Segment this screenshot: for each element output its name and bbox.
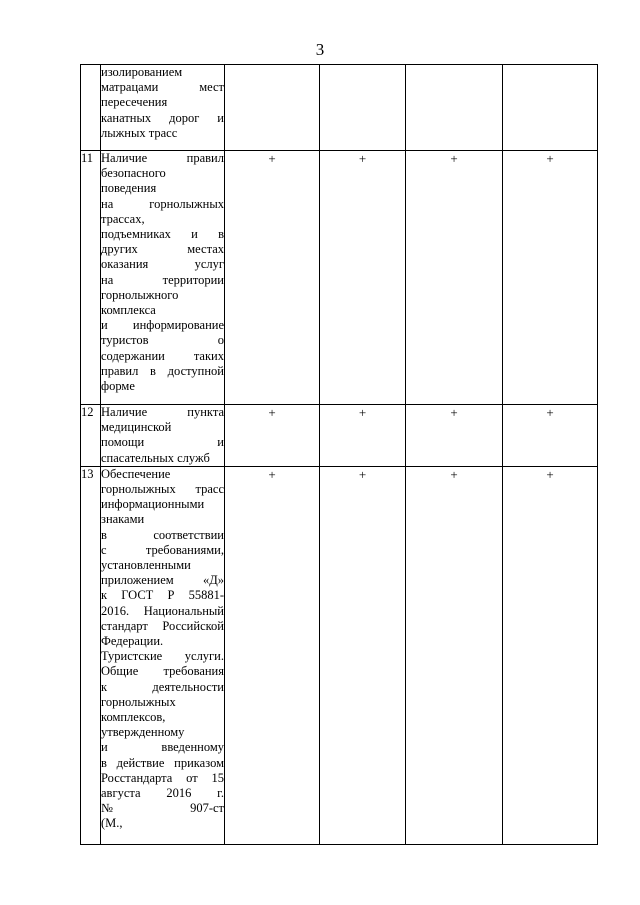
- compliance-mark: +: [225, 405, 320, 467]
- compliance-mark: +: [320, 151, 406, 405]
- description-line: спасательных служб: [101, 450, 210, 465]
- compliance-mark: [406, 65, 503, 151]
- description-line: к ГОСТ Р 55881-: [101, 588, 224, 603]
- description-line: знаками: [101, 512, 145, 527]
- description-line: трассах,: [101, 211, 145, 226]
- description-line: правил в доступной: [101, 363, 224, 378]
- description-line: содержании таких: [101, 348, 224, 363]
- description-line: утвержденному: [101, 725, 185, 740]
- description-line: стандарт Российской: [101, 618, 224, 633]
- description-line: к деятельности: [101, 679, 224, 694]
- description-line: комплекса: [101, 303, 156, 318]
- description-line: Обеспечение: [101, 466, 171, 481]
- description-line: Росстандарта от 15: [101, 770, 224, 785]
- description-line: на горнолыжных: [101, 196, 224, 211]
- description-line: других местах: [101, 242, 224, 257]
- description-line: подъемниках и в: [101, 227, 224, 242]
- row-number: [81, 65, 101, 151]
- row-number: 11: [81, 151, 101, 405]
- description-line: с требованиями,: [101, 542, 224, 557]
- description-line: безопасного: [101, 166, 166, 181]
- description-line: № 907-ст: [101, 801, 224, 816]
- description-line: оказания услуг: [101, 257, 224, 272]
- description-line: медицинской: [101, 420, 172, 435]
- description-line: горнолыжных трасс: [101, 482, 224, 497]
- compliance-mark: [320, 65, 406, 151]
- description-line: августа 2016 г.: [101, 786, 224, 801]
- criterion-description: [101, 151, 225, 405]
- compliance-mark: +: [503, 405, 598, 467]
- compliance-mark: [225, 65, 320, 151]
- description-line: (М.,: [101, 816, 123, 831]
- compliance-mark: [503, 65, 598, 151]
- criterion-description: [101, 466, 225, 844]
- description-line: помощи и: [101, 435, 224, 450]
- compliance-mark: +: [225, 466, 320, 844]
- criterion-description: [101, 405, 225, 467]
- description-line: туристов о: [101, 333, 224, 348]
- description-line: Наличие правил: [101, 151, 224, 165]
- compliance-mark: +: [406, 151, 503, 405]
- table-row: [81, 405, 598, 467]
- row-number: 12: [81, 405, 101, 467]
- description-line: лыжных трасс: [101, 125, 178, 140]
- criterion-description: [101, 65, 225, 151]
- criteria-table: [80, 64, 598, 845]
- description-line: в соответствии: [101, 527, 224, 542]
- row-number: 13: [81, 466, 101, 844]
- compliance-mark: +: [503, 466, 598, 844]
- description-line: пересечения: [101, 95, 168, 110]
- table-row: [81, 65, 598, 151]
- compliance-mark: +: [320, 466, 406, 844]
- description-line: информационными: [101, 497, 205, 512]
- page-number: 3: [315, 40, 325, 59]
- description-line: и введенному: [101, 740, 224, 755]
- description-line: на территории: [101, 272, 224, 287]
- compliance-mark: +: [225, 151, 320, 405]
- description-line: Федерации.: [101, 634, 164, 649]
- description-line: Общие требования: [101, 664, 224, 679]
- description-line: Наличие пункта: [101, 405, 224, 419]
- compliance-mark: +: [406, 405, 503, 467]
- table-row: [81, 466, 598, 844]
- description-line: матрацами мест: [101, 80, 224, 95]
- description-line: в действие приказом: [101, 755, 224, 770]
- table-body: [81, 65, 598, 845]
- description-line: и информирование: [101, 318, 224, 333]
- table-row: [81, 151, 598, 405]
- description-line: поведения: [101, 181, 157, 196]
- description-line: установленными: [101, 558, 191, 573]
- description-line: 2016. Национальный: [101, 603, 224, 618]
- description-line: изолированием: [101, 65, 183, 79]
- description-line: канатных дорог и: [101, 110, 224, 125]
- description-line: горнолыжных: [101, 694, 176, 709]
- description-line: форме: [101, 379, 135, 394]
- compliance-mark: +: [320, 405, 406, 467]
- compliance-mark: +: [406, 466, 503, 844]
- description-line: приложением «Д»: [101, 573, 224, 588]
- description-line: горнолыжного: [101, 287, 179, 302]
- description-line: Туристские услуги.: [101, 649, 224, 664]
- compliance-mark: +: [503, 151, 598, 405]
- description-line: комплексов,: [101, 710, 166, 725]
